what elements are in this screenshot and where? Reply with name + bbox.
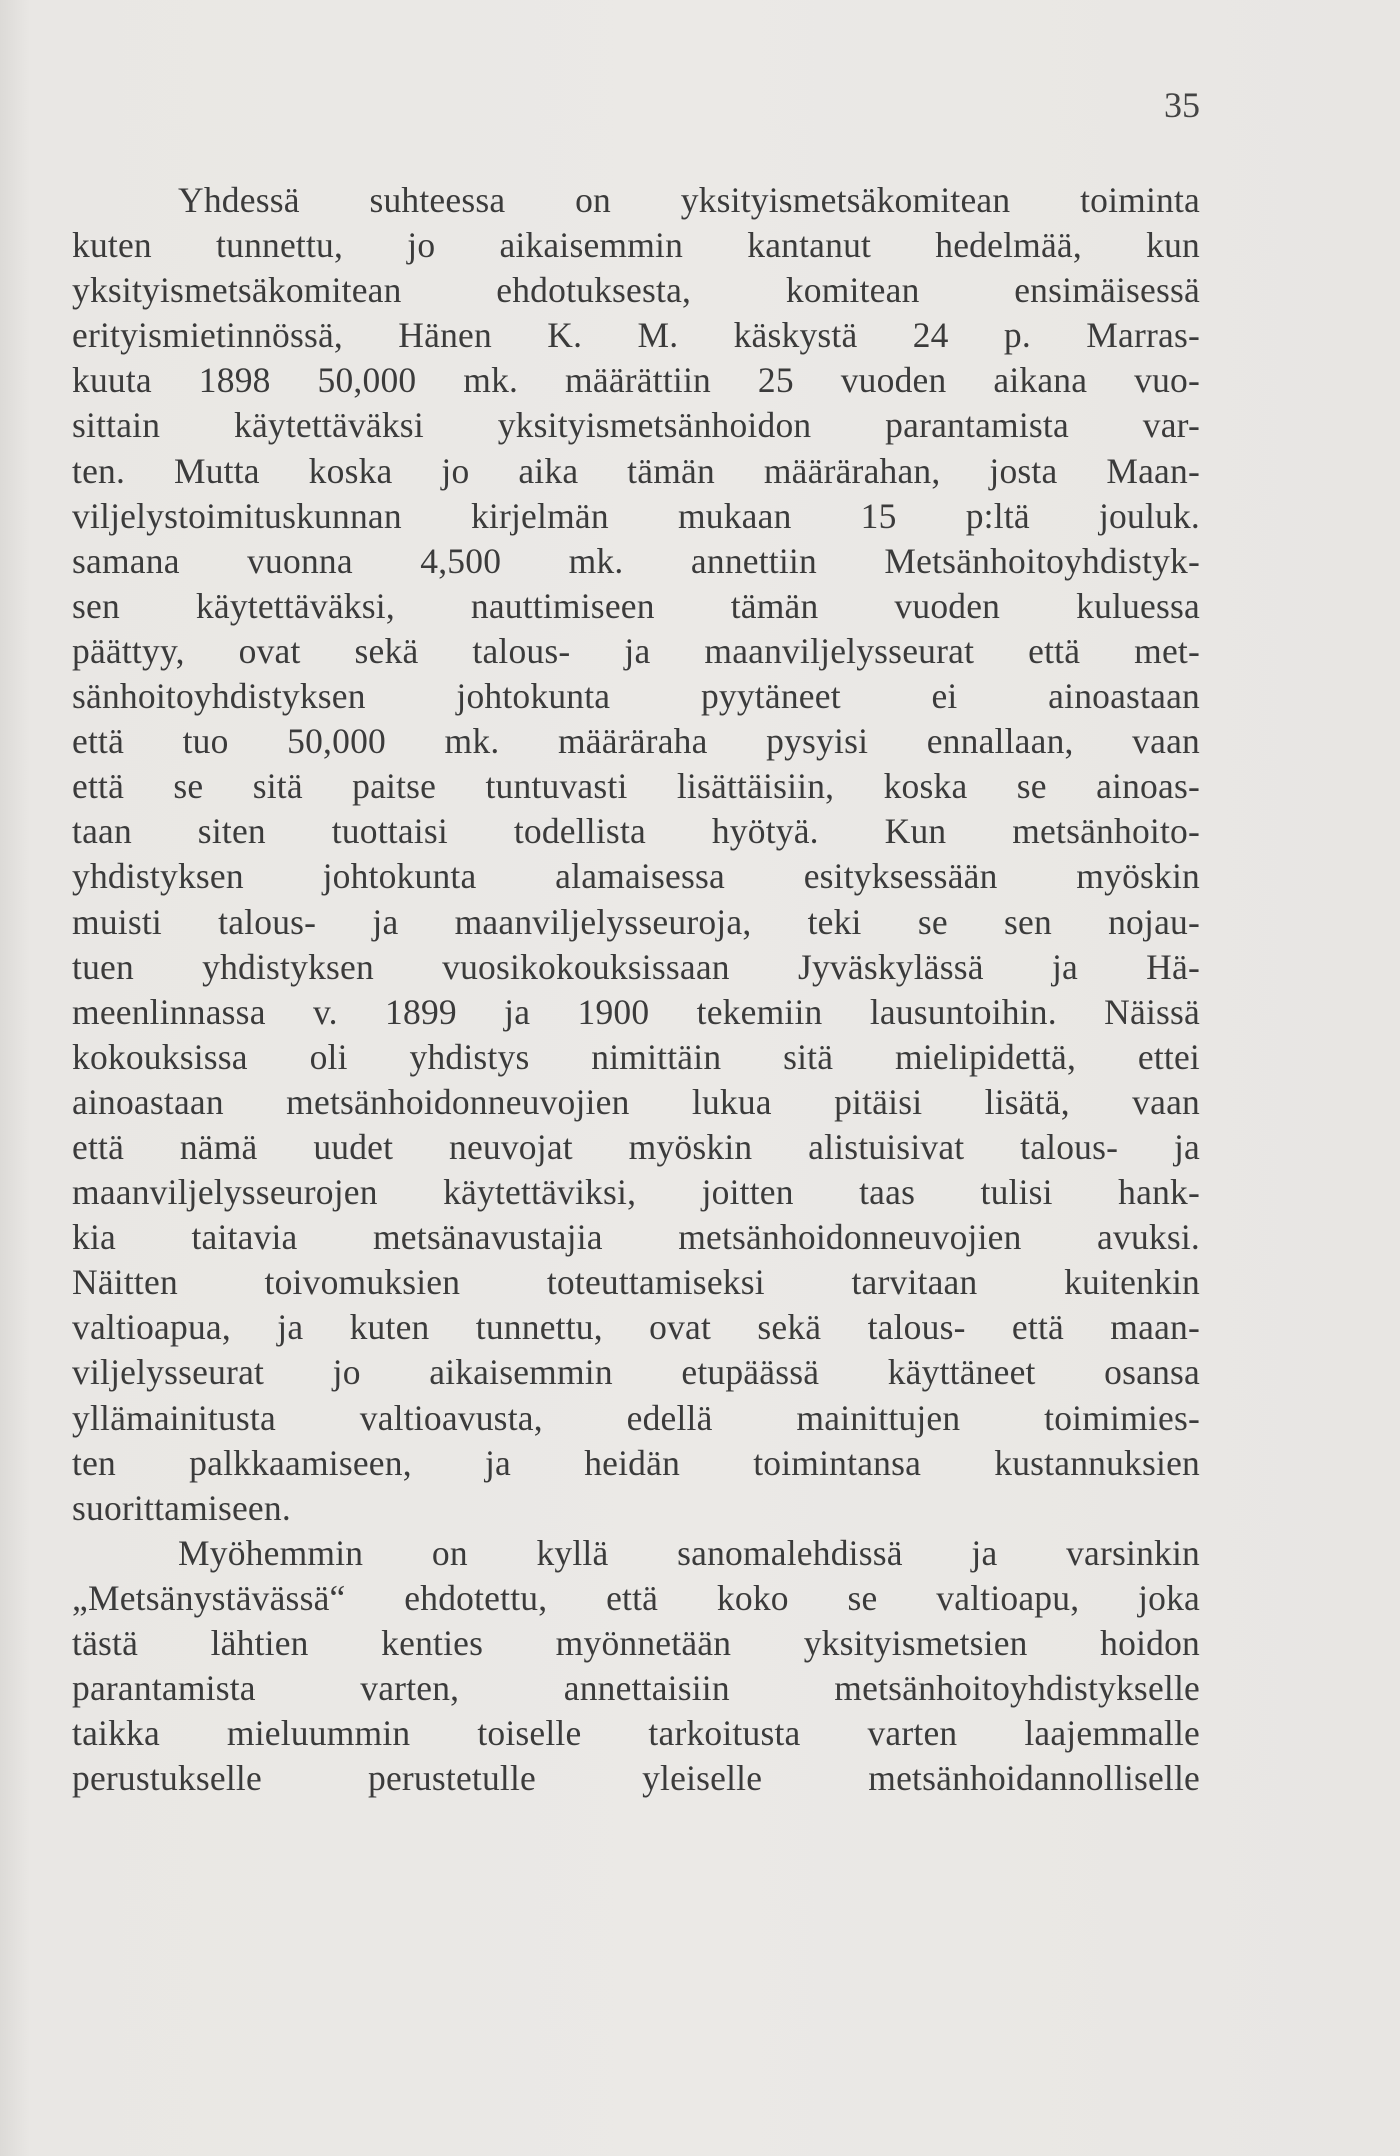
text-line: yhdistyksen johtokunta alamaisessa esityksessään myöskin: [72, 856, 1200, 897]
text-line: suorittamiseen.: [72, 1487, 291, 1528]
text-line: päättyy, ovat sekä talous- ja maanviljelysseurat että met-: [72, 630, 1200, 671]
text-line: kuten tunnettu, jo aikaisemmin kantanut hedelmää, kun: [72, 225, 1200, 266]
text-line: ten. Mutta koska jo aika tämän määrärahan, josta Maan-: [72, 450, 1200, 491]
text-line: Yhdessä suhteessa on yksityismetsäkomitean toiminta: [178, 180, 1200, 220]
text-line: meenlinnassa v. 1899 ja 1900 tekemiin lausuntoihin. Näissä: [72, 991, 1200, 1032]
text-line: ainoastaan metsänhoidonneuvojien lukua pitäisi lisätä, vaan: [72, 1081, 1200, 1122]
text-line: „Metsänystävässä“ ehdotettu, että koko se valtioapu, joka: [72, 1577, 1200, 1618]
text-line: muisti talous- ja maanviljelysseuroja, teki se sen nojau-: [72, 901, 1200, 942]
text-line: taikka mieluummin toiselle tarkoitusta varten laajemmalle: [72, 1713, 1200, 1754]
text-line: että se sitä paitse tuntuvasti lisättäisiin, koska se ainoas-: [72, 766, 1200, 807]
text-line: sittain käytettäväksi yksityismetsänhoidon parantamista var-: [72, 405, 1200, 446]
text-line: maanviljelysseurojen käytettäviksi, joitten taas tulisi hank-: [72, 1172, 1200, 1213]
text-line: sänhoitoyhdistyksen johtokunta pyytäneet ei ainoastaan: [72, 676, 1200, 717]
text-line: Myöhemmin on kyllä sanomalehdissä ja varsinkin: [178, 1532, 1200, 1573]
text-line: valtioapua, ja kuten tunnettu, ovat sekä talous- että maan-: [72, 1307, 1200, 1348]
text-line: kuuta 1898 50,000 mk. määrättiin 25 vuoden aikana vuo-: [72, 360, 1200, 401]
text-line: sen käytettäväksi, nauttimiseen tämän vuoden kuluessa: [72, 585, 1200, 626]
text-line: kokouksissa oli yhdistys nimittäin sitä mielipidettä, ettei: [72, 1036, 1200, 1077]
text-line: samana vuonna 4,500 mk. annettiin Metsänhoitoyhdistyk-: [72, 540, 1200, 581]
text-line: viljelysseurat jo aikaisemmin etupäässä käyttäneet osansa: [72, 1352, 1200, 1393]
text-line: yllämainitusta valtioavusta, edellä mainittujen toimimies-: [72, 1397, 1200, 1438]
text-line: erityismietinnössä, Hänen K. M. käskystä 24 p. Marras-: [72, 315, 1200, 356]
text-line: että nämä uudet neuvojat myöskin alistuisivat talous- ja: [72, 1126, 1200, 1167]
text-line: Näitten toivomuksien toteuttamiseksi tarvitaan kuitenkin: [72, 1262, 1200, 1303]
page-number: 35: [1164, 85, 1200, 125]
text-line: parantamista varten, annettaisiin metsänhoitoyhdistykselle: [72, 1668, 1200, 1709]
text-line: tuen yhdistyksen vuosikokouksissaan Jyväskylässä ja Hä-: [72, 946, 1200, 987]
text-line: viljelystoimituskunnan kirjelmän mukaan 15 p:ltä jouluk.: [72, 495, 1200, 536]
text-line: perustukselle perustetulle yleiselle metsänhoidannolliselle: [72, 1758, 1200, 1799]
text-line: että tuo 50,000 mk. määräraha pysyisi ennallaan, vaan: [72, 721, 1200, 762]
text-line: kia taitavia metsänavustajia metsänhoidonneuvojien avuksi.: [72, 1217, 1200, 1258]
text-line: ten palkkaamiseen, ja heidän toimintansa kustannuksien: [72, 1442, 1200, 1483]
body-text: [72, 178, 1200, 1801]
text-line: taan siten tuottaisi todellista hyötyä. Kun metsänhoito-: [72, 811, 1200, 852]
text-line: tästä lähtien kenties myönnetään yksityismetsien hoidon: [72, 1623, 1200, 1663]
text-line: yksityismetsäkomitean ehdotuksesta, komitean ensimäisessä: [72, 270, 1200, 311]
